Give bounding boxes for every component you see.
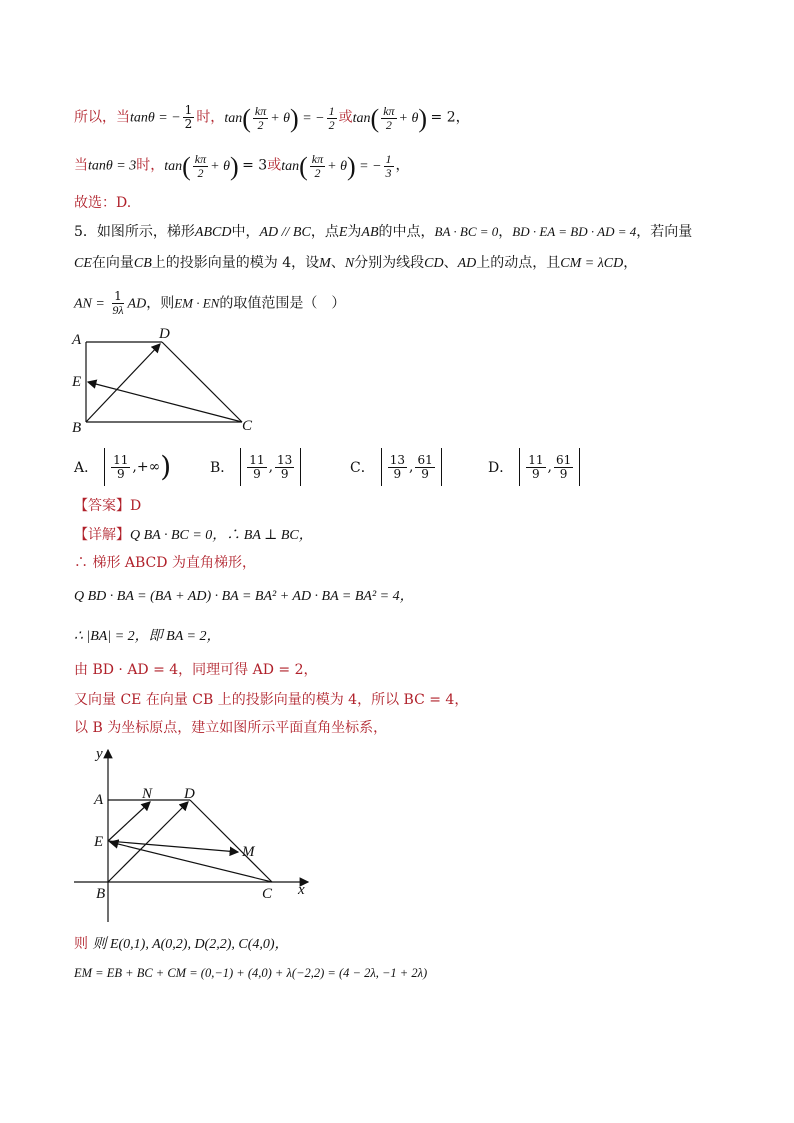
label-D: D xyxy=(184,786,195,802)
vector-EN xyxy=(108,802,150,841)
question-5-line-3: AN = $\frac{1}{9\lambda}$ AD，则EM · EN的取值范围是（ ） xyxy=(74,289,346,317)
fraction-one-over-9-lambda: $\frac{1}{9\lambda}$ xyxy=(112,289,124,317)
detail-line-8: 则 则 E(0,1), A(0,2), D(2,2), C(4,0)， xyxy=(74,936,289,952)
option-b[interactable]: B． $\frac{11}{9}$ , $\frac{13}{9}$ xyxy=(210,446,301,488)
label-B: B xyxy=(72,420,82,434)
option-c[interactable]: C． $\frac{13}{9}$ , $\frac{61}{9}$ xyxy=(350,446,442,488)
detail-line-3: Q BD · BA = (BA + AD) · BA = BA² + AD · BA = BA² = 4， xyxy=(74,589,414,604)
interval-c: $\frac{13}{9}$ , $\frac{61}{9}$ xyxy=(381,448,442,486)
fraction-third: $\frac{1}{3}$ xyxy=(385,152,392,180)
question-5-line-2: CE在向量CB上的投影向量的模为 4，设M、N分别为线段CD、AD上的动点，且CM = λCD， xyxy=(74,255,638,271)
label-A: A xyxy=(72,332,82,348)
detail-line-9: EM = EB + BC + CM = (0,−1) + (4,0) + λ(−2,2) = (4 − 2λ, −1 + 2λ) xyxy=(74,966,428,980)
interval-a: $\frac{11}{9}$ , +∞ ) xyxy=(104,448,175,486)
option-d[interactable]: D． $\frac{11}{9}$ , $\frac{61}{9}$ xyxy=(488,446,580,488)
coordinate-figure xyxy=(70,744,320,930)
option-a[interactable]: A． $\frac{11}{9}$ , +∞ ) xyxy=(74,446,175,488)
detail-line-6: 又向量 CE 在向量 CB 上的投影向量的模为 4，所以 BC = 4， xyxy=(74,692,469,708)
detail-line-7: 以 B 为坐标原点，建立如图所示平面直角坐标系， xyxy=(74,720,388,736)
detail-line-4: ∴ |BA| = 2，即 BA = 2， xyxy=(74,629,221,644)
fraction-kpi-4: $\frac{k\pi}{2}$ xyxy=(311,152,324,180)
trapezoid-figure xyxy=(66,324,256,434)
segment-DC xyxy=(190,800,272,882)
answer-line: 【答案】D xyxy=(74,498,142,514)
label-C: C xyxy=(242,418,253,434)
fraction-kpi-2: $\frac{k\pi}{2}$ xyxy=(383,103,395,132)
vector-CE xyxy=(88,382,242,422)
label-A: A xyxy=(94,792,104,808)
label-B: B xyxy=(96,886,106,902)
label-y: y xyxy=(96,746,103,762)
label-N: N xyxy=(142,786,153,802)
detail-line-2: ∴ 梯形 ABCD 为直角梯形， xyxy=(74,555,256,571)
fraction-half-2: $\frac{1}{2}$ xyxy=(328,103,335,132)
solution-line-2: 当tanθ = 3时，tan( $\frac{k\pi}{2}$ + θ) = 3或tan( $\frac{k\pi}{2}$ + θ) = − $\frac{1}{3}$ ， xyxy=(74,151,410,181)
label-D: D xyxy=(159,326,170,342)
fraction-kpi-3: $\frac{k\pi}{2}$ xyxy=(194,152,207,180)
answer-options xyxy=(74,446,614,488)
label-E: E xyxy=(94,834,104,850)
interval-d: $\frac{11}{9}$ , $\frac{61}{9}$ xyxy=(519,448,580,486)
fraction-half: $\frac{1}{2}$ xyxy=(184,103,193,131)
solution-line-1: 所以，当tanθ = − $\frac{1}{2}$ 时，tan( $\frac{k\pi}{2}$ + θ) = − $\frac{1}{2}$ 或tan( $\frac{k\pi}{2}$ + θ) = 2， xyxy=(74,103,470,133)
label-x: x xyxy=(298,882,305,898)
segment-DC xyxy=(162,342,242,422)
question-5-line-1: 5．如图所示，梯形ABCD中，AD // BC，点E为AB的中点，BA · BC = 0，BD · EA = BD · AD = 4，若向量 xyxy=(74,224,693,240)
detail-line-5: 由 BD · AD = 4，同理可得 AD = 2， xyxy=(74,662,318,678)
vector-BD xyxy=(86,344,160,422)
answer-selected-line: 故选：D. xyxy=(74,195,132,211)
label-E: E xyxy=(72,374,82,390)
label-M: M xyxy=(242,844,255,860)
fraction-kpi: $\frac{k\pi}{2}$ xyxy=(254,103,267,132)
label-C: C xyxy=(262,886,273,902)
detail-line-1: 【详解】Q BA · BC = 0，∴ BA ⊥ BC， xyxy=(74,527,313,543)
interval-b: $\frac{11}{9}$ , $\frac{13}{9}$ xyxy=(240,448,301,486)
